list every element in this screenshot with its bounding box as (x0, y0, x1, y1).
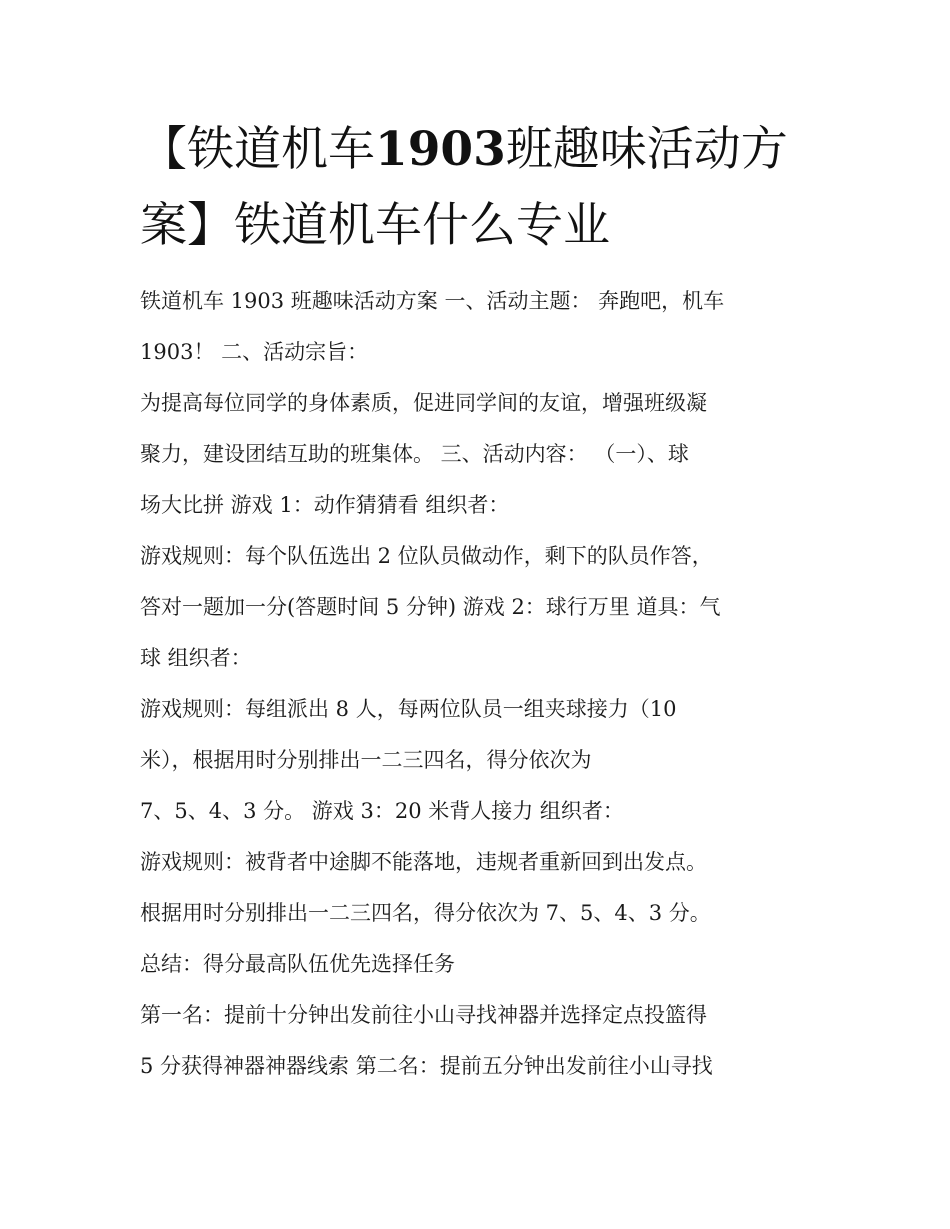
title-text-start: 【铁道机车 (140, 122, 375, 177)
body-line: 铁道机车 1903 班趣味活动方案 一、活动主题： 奔跑吧，机车 (140, 289, 725, 313)
body-line: 场大比拼 游戏 1：动作猜猜看 组织者： (140, 493, 510, 517)
body-line: 游戏规则：每组派出 8 人，每两位队员一组夹球接力（10 (140, 697, 677, 721)
body-line: 球 组织者： (140, 646, 252, 670)
body-line: 游戏规则：被背者中途脚不能落地，违规者重新回到出发点。 (140, 850, 707, 874)
title-text-end: 班趣味活动方案】铁道机车什么专业 (140, 122, 788, 253)
document-body (140, 276, 820, 1092)
body-line: 游戏规则：每个队伍选出 2 位队员做动作，剩下的队员作答， (140, 544, 713, 568)
title-class-number: 1903 (375, 122, 506, 177)
body-line: 1903！ 二、活动宗旨： (140, 340, 369, 364)
body-line: 5 分获得神器神器线索 第二名：提前五分钟出发前往小山寻找 (140, 1054, 713, 1078)
body-line: 聚力，建设团结互助的班集体。 三、活动内容： （一）、球 (140, 442, 689, 466)
document-title (140, 112, 820, 264)
body-line: 总结：得分最高队伍优先选择任务 (140, 952, 455, 976)
body-line: 答对一题加一分(答题时间 5 分钟) 游戏 2：球行万里 道具：气 (140, 595, 721, 619)
body-line: 根据用时分别排出一二三四名，得分依次为 7、5、4、3 分。 (140, 901, 711, 925)
body-line: 第一名：提前十分钟出发前往小山寻找神器并选择定点投篮得 (140, 1003, 707, 1027)
body-line: 米），根据用时分别排出一二三四名，得分依次为 (140, 748, 592, 772)
body-line: 7、5、4、3 分。 游戏 3：20 米背人接力 组织者： (140, 799, 624, 823)
body-line: 为提高每位同学的身体素质，促进同学间的友谊，增强班级凝 (140, 391, 707, 415)
